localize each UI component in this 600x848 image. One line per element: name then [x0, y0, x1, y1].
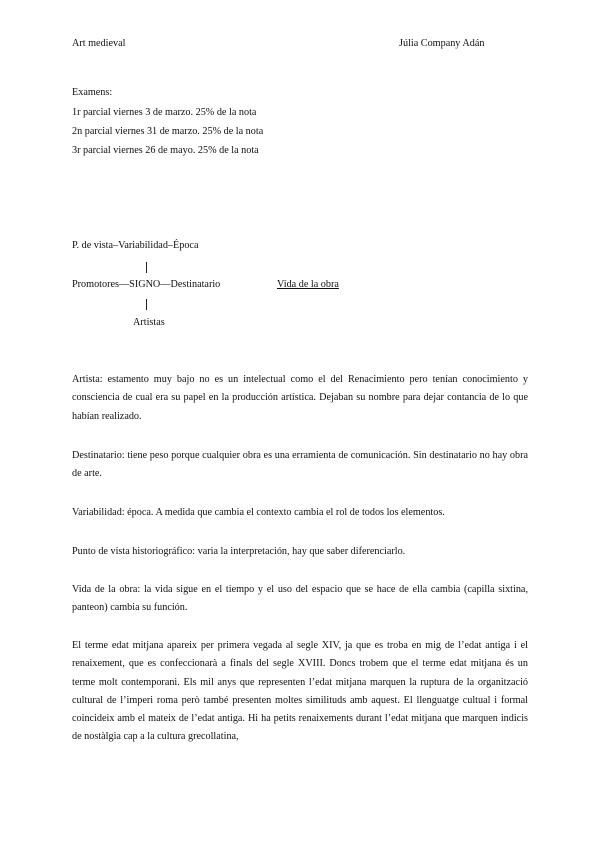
exam-item: 3r parcial viernes 26 de mayo. 25% de la nota — [72, 145, 259, 156]
paragraph-punto-de-vista: Punto de vista historiográfico: varia la interpretación, hay que saber diferenciarlo. — [72, 546, 406, 557]
diagram-middle-label: Promotores—SIGNO—Destinatario — [72, 279, 221, 290]
author-name: Júlia Company Adán — [399, 38, 485, 49]
paragraph-vida-de-la-obra: Vida de la obra: la vida sigue en el tiempo y el uso del espacio que se hace de ella cambia (capilla sixtina, panteon) cambia su función. — [72, 584, 528, 614]
exam-item: 2n parcial viernes 31 de marzo. 25% de la nota — [72, 126, 264, 137]
exams-heading: Examens: — [72, 87, 113, 98]
exam-item: 1r parcial viernes 3 de marzo. 25% de la nota — [72, 107, 257, 118]
paragraph-variabilidad: Variabilidad: época. A medida que cambia el contexto cambia el rol de todos los elementos. — [72, 507, 445, 518]
diagram-bottom-label: Artistas — [133, 317, 165, 328]
diagram-connector-bottom — [146, 299, 147, 310]
life-of-work-label: Vida de la obra — [277, 279, 339, 290]
diagram-top-label: P. de vista–Variabilidad–Época — [72, 240, 199, 251]
paragraph-artista: Artista: estamento muy bajo no es un intelectual como el del Renacimiento pero tenían conocimiento y consciencia de cual era su papel en la producción artística. Dejaban su nombre para dejar contancia de lo que habían realizado. — [72, 374, 528, 422]
paragraph-edat-mitjana: El terme edat mitjana apareix per primera vegada al segle XIV, ja que es troba en mig de l’edat antiga i el renaixement, que es confeccionarà a finals del segle XVIII. Doncs trobem que el terme edat mitjana és un terme molt contemporani. Els mil anys que representen l’edat mitjana marquen la ruptura de la organització cultural de l’imperi roma però també presenten moltes similituds amb aquest. El llenguatge cultual i formal coincideix amb el mateix de l’edat antiga. Hi ha petits renaixements durant l’edat mitjana que marquen indicis de nostàlgia cap a la cultura grecollatina, — [72, 640, 528, 743]
diagram-connector-top — [146, 262, 147, 273]
course-title: Art medieval — [72, 38, 126, 49]
paragraph-destinatario: Destinatario: tiene peso porque cualquier obra es una erramienta de comunicación. Sin destinatario no hay obra de arte. — [72, 450, 528, 480]
